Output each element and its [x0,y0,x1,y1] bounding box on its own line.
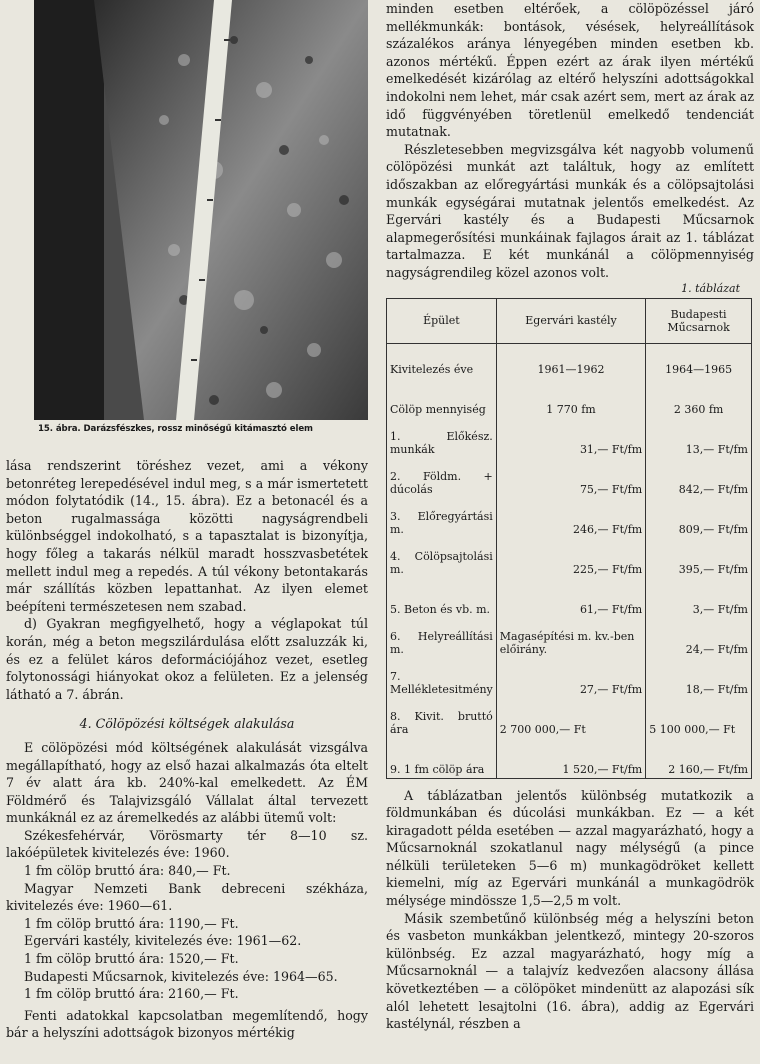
table-cell: 27,— Ft/fm [496,658,645,698]
table-cell: 3,— Ft/fm [646,578,752,618]
table-cell: 809,— Ft/fm [646,498,752,538]
table-cell: 6. Helyreállítási m. [387,618,497,658]
table-header: Budapesti Műcsarnok [646,298,752,343]
table-title: 1. táblázat [681,281,740,295]
table-row [387,538,752,578]
table-cell: 842,— Ft/fm [646,458,752,498]
list-item: 1 fm cölöp bruttó ára: 1190,— Ft. [24,915,239,931]
table-cell: 2 160,— Ft/fm [646,738,752,779]
right-paragraph-3: A táblázatban jelentős különbség mutatkozik a földmunkában és dúcolási munkákban. Ez — a két kiragadott példa esetében — azzal magyarázható, hogy a Műcsarnoknál szokatlanul nagy mélységű (a pince nélküli területeken 5—6 m) munkagödröket kellett kiemelni, míg az Egervári munkánál a munkagödrök mélysége mindössze 1,5—2,5 m volt. [386,787,754,909]
left-paragraph-4: Fenti adatokkal kapcsolatban megemlítendő, hogy bár a helyszíni adottságok bizonyos mértékig [6,1007,368,1041]
table-cell: 1964—1965 [646,343,752,378]
list-item: Magyar Nemzeti Bank debreceni székháza, kivitelezés éve: 1960—61. [6,880,368,914]
table-cell: 9. 1 fm cölöp ára [387,738,497,779]
table-row [387,698,752,738]
figure-photo [34,0,368,420]
table-cell: 2 360 fm [646,378,752,418]
table-cell: 5 100 000,— Ft [646,698,752,738]
list-item: 1 fm cölöp bruttó ára: 1520,— Ft. [24,951,239,967]
table-row [387,738,752,779]
table-cell: 31,— Ft/fm [496,418,645,458]
table-header: Egervári kastély [496,298,645,343]
table-cell: Kivitelezés éve [387,343,497,378]
section-heading: 4. Cölöpözési költségek alakulása [79,716,295,732]
list-item: Budapesti Műcsarnok, kivitelezés éve: 1964—65. [24,968,338,984]
table-cell: 18,— Ft/fm [646,658,752,698]
table-cell: 4. Cölöpsajtolási m. [387,538,497,578]
table-cell: 13,— Ft/fm [646,418,752,458]
table-cell: 1. Előkész. munkák [387,418,497,458]
table-row [387,578,752,618]
table-cell: 1 770 fm [496,378,645,418]
right-text-column [386,0,754,1033]
price-list [6,827,368,1003]
table-cell: 75,— Ft/fm [496,458,645,498]
table-cell: 1 520,— Ft/fm [496,738,645,779]
right-paragraph-2: Részletesebben megvizsgálva két nagyobb volumenű cölöpözési munkát azt találtuk, hogy az említett időszakban az előregyártási munkák és a cölöpsajtolási munkák egységárai mutatnak jelentős emelkedést. Az Egervári kastély és a Budapesti Műcsarnok alapmegerősítési munkáinak fajlagos árait az 1. táblázat tartalmazza. E két munkánál a cölöpmennyiség nagyságrendileg közel azonos volt. [386,141,754,280]
table-cell: 246,— Ft/fm [496,498,645,538]
right-paragraph-1: minden esetben eltérőek, a cölöpözéssel járó mellékmunkák: bontások, vésések, helyreállítások százalékos aránya lényegében minden esetben kb. azonos mértékű. Éppen ezért az árak ilyen mértékű emelkedését kizárólag az eltérő helyszíni adottságokkal indokolni nem lehet, már csak azért sem, mert az árak az idő függvényében töretlenül emelkedő tendenciát mutatnak. [386,1,754,140]
table-cell: 395,— Ft/fm [646,538,752,578]
left-paragraph-2: d) Gyakran megfigyelhető, hogy a véglapokat túl korán, még a beton megszilárdulása előtt zsaluzzák ki, és ez a felület káros deformációjához vezet, esetleg folytonossági hiányokat okoz a felületen. Ez a jelenség látható a 7. ábrán. [6,616,368,702]
table-cell: 3. Előregyártási m. [387,498,497,538]
table-row [387,458,752,498]
table-cell: 8. Kivit. bruttó ára [387,698,497,738]
table-cell: 5. Beton és vb. m. [387,578,497,618]
table-header: Épület [387,298,497,343]
table-cell: Cölöp mennyiség [387,378,497,418]
table-cell: Magasépítési m. kv.-ben előirány. [496,618,645,658]
left-paragraph-1: lása rendszerint töréshez vezet, ami a vékony betonréteg lerepedésével indul meg, s a már ismertetett módon folytatódik (14., 15. ábra). Ez a betonacél és a beton rugalmassága közötti nagyságrendbeli különbséggel indokolható, s a tapasztalat is bizonyítja, hogy főleg a takarás nélkül maradt hosszvasbetétek mellett indul meg a repedés. A túl vékony betontakarás már szállítás közben lepattanhat. Az ilyen elemet beépíteni természetesen nem szabad. [6,458,368,614]
list-item: Székesfehérvár, Vörösmarty tér 8—10 sz. lakóépületek kivitelezés éve: 1960. [6,827,368,861]
figure-caption: 15. ábra. Darázsfészkes, rossz minőségű kitámasztó elem [38,424,313,434]
left-paragraph-3: E cölöpözési mód költségének alakulását vizsgálva megállapítható, hogy az első hazai alkalmazás óta eltelt 7 év alatt ára kb. 240%-kal emelkedett. Az ÉM Földmérő és Talajvizsgáló Vállalat által tervezett munkáknál ez az áremelkedés az alábbi ütemű volt: [6,739,368,826]
table-cell: 2 700 000,— Ft [496,698,645,738]
cost-table [386,298,752,779]
table-cell: 1961—1962 [496,343,645,378]
table-cell: 24,— Ft/fm [646,618,752,658]
table-row [387,498,752,538]
rough-concrete-photo [34,0,368,420]
list-item: Egervári kastély, kivitelezés éve: 1961—62. [24,933,302,949]
table-cell: 61,— Ft/fm [496,578,645,618]
table-row [387,343,752,378]
table-cell: 225,— Ft/fm [496,538,645,578]
left-text-column [6,457,368,1042]
table-row [387,618,752,658]
list-item: 1 fm cölöp bruttó ára: 2160,— Ft. [24,986,239,1002]
table-row [387,378,752,418]
list-item: 1 fm cölöp bruttó ára: 840,— Ft. [24,863,231,879]
table-row [387,658,752,698]
table-row [387,418,752,458]
right-paragraph-4: Másik szembetűnő különbség még a helyszíni beton és vasbeton munkákban jelentkező, mintegy 20-szoros különbség. Ez azzal magyarázható, hogy míg a Műcsarnoknál — a talajvíz kedvezően alacsony állása következtében — a cölöpöket mindenütt az alapozási sík alól lehetett lesajtolni (16. ábra), addig az Egervári kastélynál, részben a [386,910,754,1032]
table-cell: 7. Mellékletesitmény [387,658,497,698]
table-cell: 2. Földm. + dúcolás [387,458,497,498]
